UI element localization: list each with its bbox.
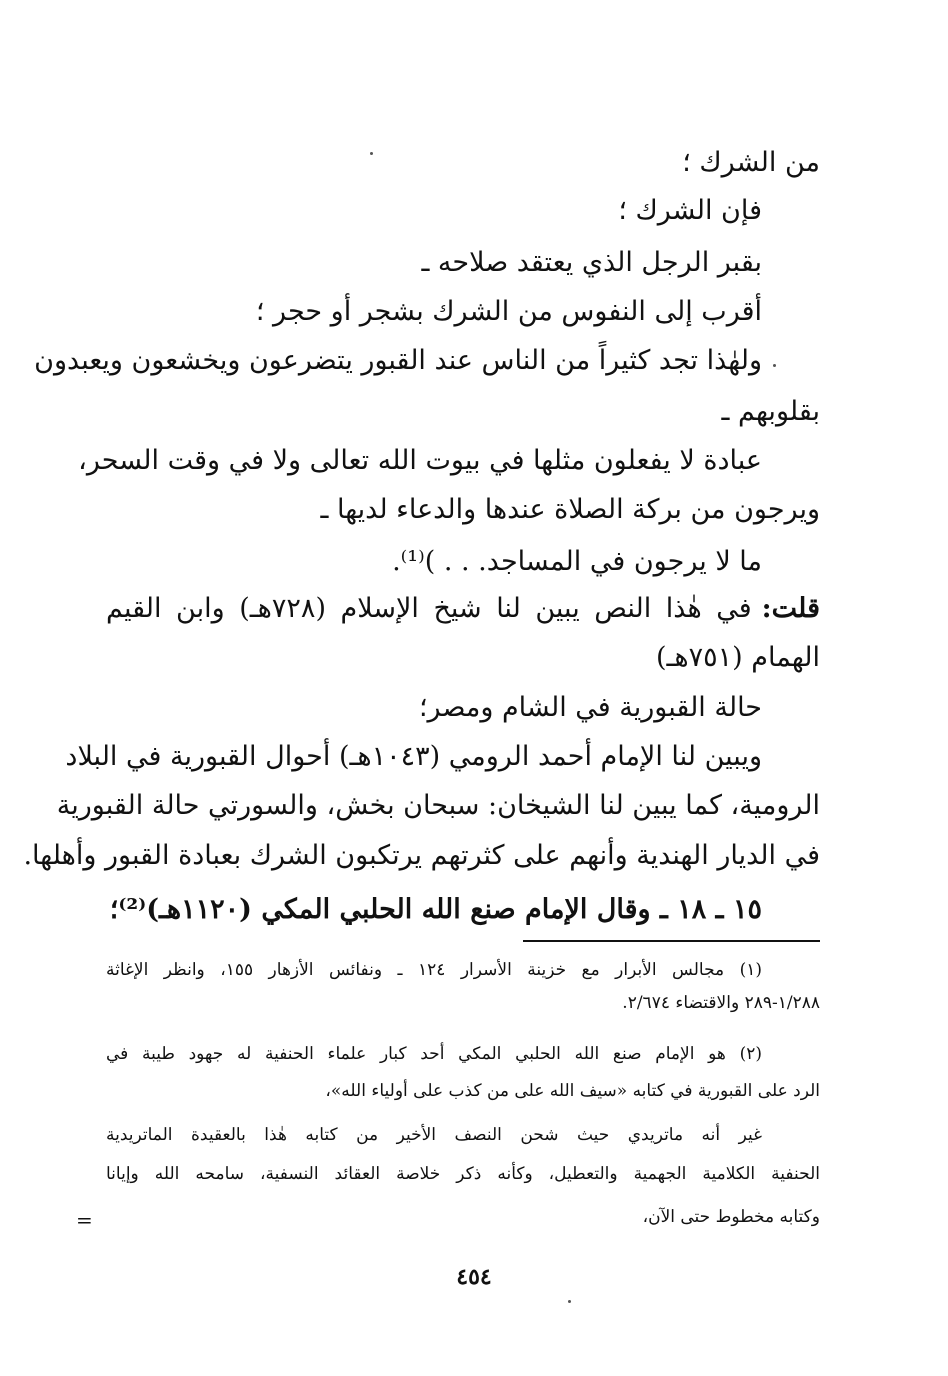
scan-speck (370, 152, 373, 155)
footnote-1-line-1: (١) مجالس الأبرار مع خزينة الأسرار ١٢٤ ـ ونفائس الأزهار ١٥٥، وانظر الإغاثة (106, 960, 763, 980)
text-line-7: عبادة لا يفعلون مثلها في بيوت الله تعالى ولا في وقت السحر، (78, 445, 762, 476)
qult-label: قلت: (761, 593, 820, 624)
footnote-2-line-1: (٢) هو الإمام صنع الله الحلبي المكي أحد كبار علماء الحنفية له جهود طيبة في (106, 1044, 762, 1064)
text-line-10 (106, 589, 820, 629)
text-line-14: الرومية، كما يبين لنا الشيخان: سبحان بخش، والسورتي حالة القبورية (56, 790, 820, 821)
text-line-5: ولهٰذا تجد كثيراً من الناس عند القبور يتضرعون ويخشعون ويعبدون (34, 345, 762, 376)
text-line-11: الهمام (٧٥١هـ) (655, 642, 820, 673)
text-line-15: في الديار الهندية وأنهم على كثرتهم يرتكبون الشرك بعبادة القبور وأهلها. (23, 840, 820, 871)
text-line-16: ١٥ ـ ١٨ ـ وقال الإمام صنع الله الحلبي المكي (١١٢٠هـ)⁽²⁾؛ (109, 894, 762, 925)
text-line-9: ما لا يرجون في المساجد. . . )⁽¹⁾. (392, 546, 762, 577)
footnote-2-line-5: وكتابه مخطوط حتى الآن، (642, 1207, 820, 1227)
footnote-separator (523, 940, 820, 942)
page-number: ٤٥٤ (456, 1264, 492, 1290)
text-line-10-body: في هٰذا النص يبين لنا شيخ الإسلام (٧٢٨هـ) وابن القيم (106, 593, 752, 624)
text-line-12: حالة القبورية في الشام ومصر؛ (418, 692, 762, 723)
text-line-13: ويبين لنا الإمام أحمد الرومي (١٠٤٣هـ) أحوال القبورية في البلاد (65, 741, 762, 772)
footnote-2-line-3: غير أنه ماتريدي حيث شحن النصف الأخير من كتابه هٰذا بالعقيدة الماتريدية (106, 1125, 762, 1145)
text-line-2: فإن الشرك ؛ (618, 195, 762, 226)
text-line-4: أقرب إلى النفوس من الشرك بشجر أو حجر ؛ (255, 296, 762, 327)
scan-speck (773, 364, 776, 367)
footnote-2-line-4: الحنفية الكلامية الجهمية والتعطيل، وكأنه ذكر خلاصة العقائد النسفية، سامحه الله وإيانا (106, 1164, 820, 1184)
text-line-3: بقبر الرجل الذي يعتقد صلاحه ـ (421, 247, 762, 278)
text-line-6: بقلوبهم ـ (721, 396, 820, 427)
footnote-2-line-2: الرد على القبورية في كتابه «سيف الله على من كذب على أولياء الله»، (325, 1081, 820, 1101)
margin-mark: = (76, 1208, 93, 1232)
text-line-8: ويرجون من بركة الصلاة عندها والدعاء لديها ـ (320, 494, 820, 525)
footnote-1-line-2: ١/٢٨٨-٢٨٩ والاقتضاء ٢/٦٧٤. (622, 993, 820, 1013)
text-line-1: من الشرك ؛ (682, 147, 820, 178)
scan-speck (568, 1300, 571, 1303)
